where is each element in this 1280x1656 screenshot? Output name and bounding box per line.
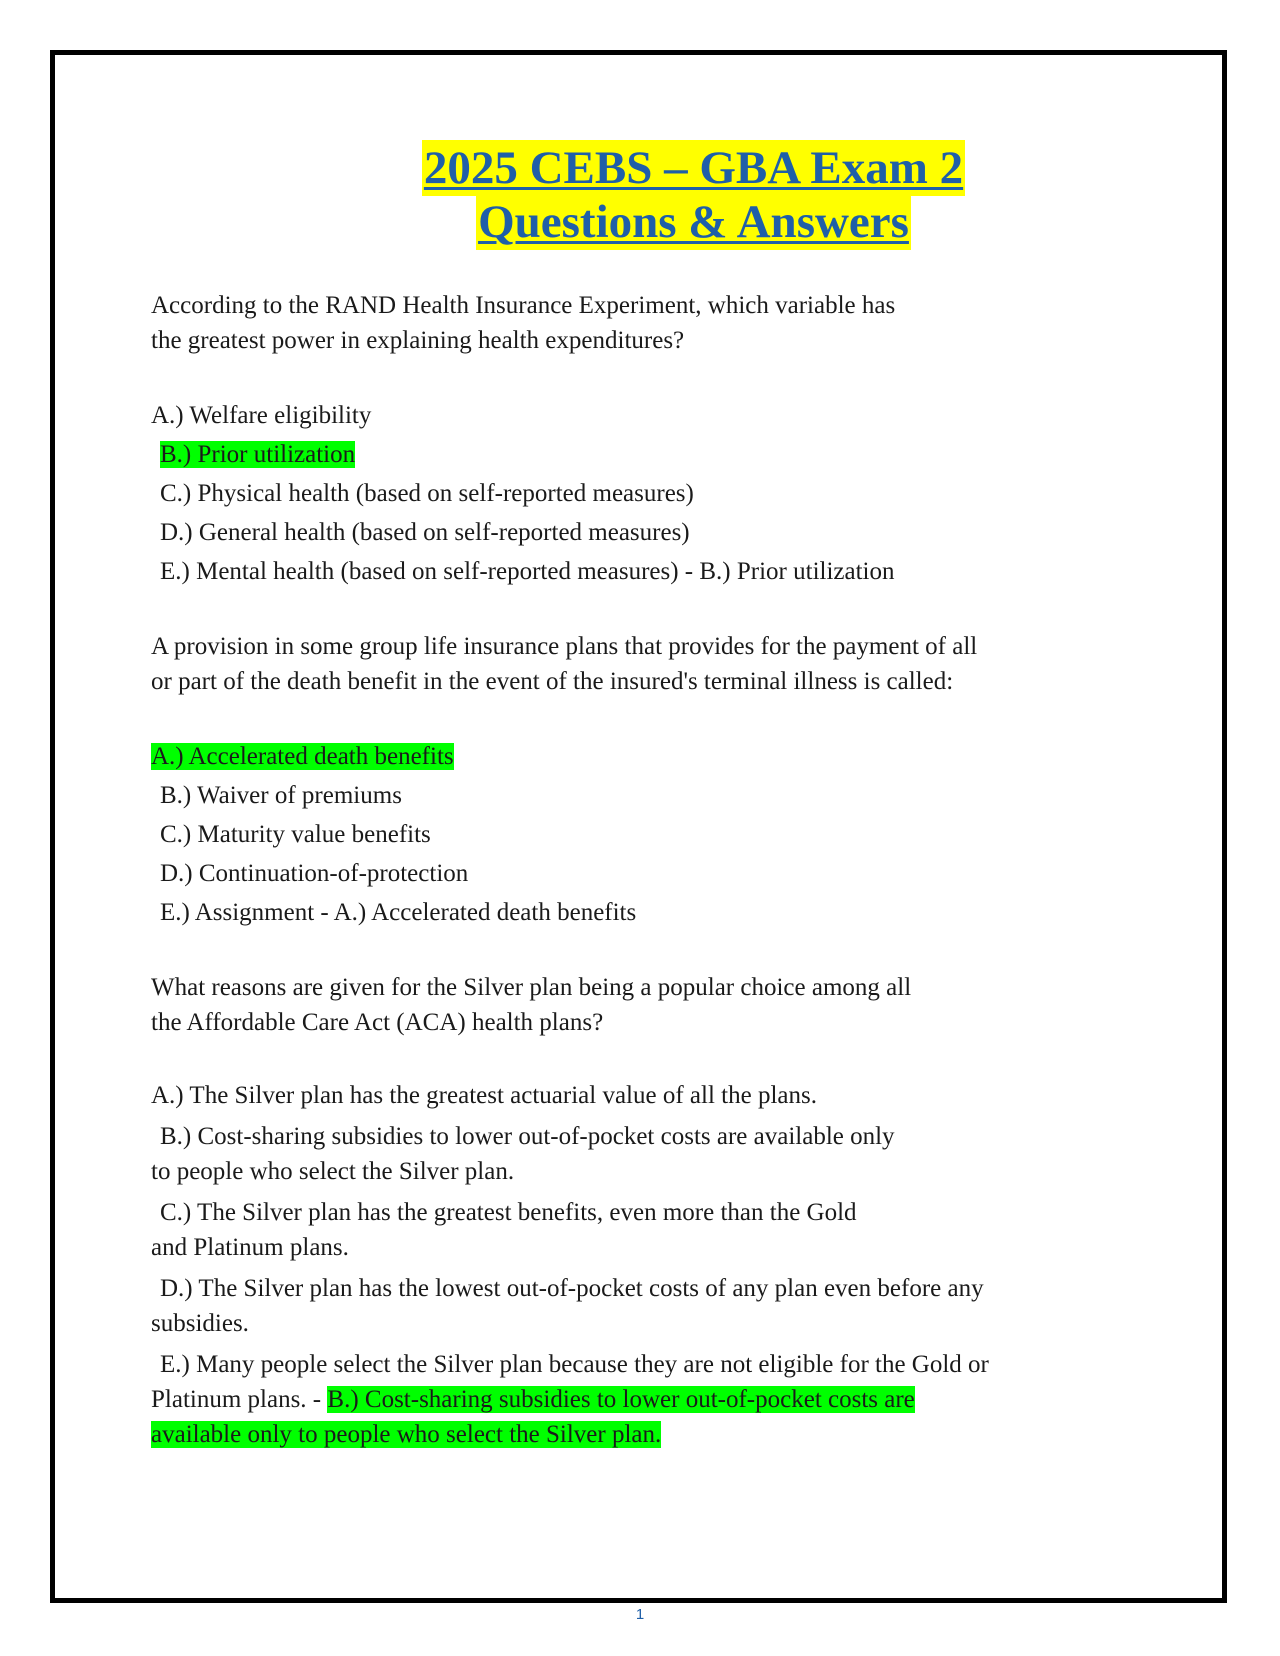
document-body xyxy=(151,288,1141,1458)
question-2-option-c: C.) Maturity value benefits xyxy=(160,821,431,848)
question-1-option-e: E.) Mental health (based on self-reported measures) - B.) Prior utilization xyxy=(160,558,895,585)
question-3-option-e: E.) Many people select the Silver plan because they are not eligible for the Gold or Platinum plans. - B.) Cost-sharing subsidies to lower out-of-pocket costs are available only to people who select the Silver plan. xyxy=(151,1351,989,1448)
question-1 xyxy=(151,288,1141,591)
title-line-1: 2025 CEBS – GBA Exam 2 xyxy=(423,142,964,194)
correct-answer-highlight: B.) Cost-sharing subsidies to lower out-of-pocket costs are xyxy=(327,1386,915,1413)
question-1-option-c: C.) Physical health (based on self-reported measures) xyxy=(160,480,694,507)
correct-answer-highlight: B.) Prior utilization xyxy=(160,441,356,468)
title-line-2: Questions & Answers xyxy=(478,196,909,248)
question-3-option-b: B.) Cost-sharing subsidies to lower out-of-pocket costs are available only to people who select the Silver plan. xyxy=(151,1123,895,1185)
question-1-option-d: D.) General health (based on self-reported measures) xyxy=(160,519,690,546)
question-1-text: According to the RAND Health Insurance Experiment, which variable has the greatest power in explaining health expenditures? xyxy=(151,292,896,354)
question-3-option-c: C.) The Silver plan has the greatest benefits, even more than the Gold and Platinum plans. xyxy=(151,1199,857,1261)
question-1-option-a: A.) Welfare eligibility xyxy=(151,402,372,429)
question-3-text: What reasons are given for the Silver plan being a popular choice among all the Affordable Care Act (ACA) health plans? xyxy=(151,974,912,1036)
document-title xyxy=(50,140,1227,250)
correct-answer-highlight: A.) Accelerated death benefits xyxy=(151,743,454,770)
page-number: 1 xyxy=(635,1606,645,1623)
question-2-option-a xyxy=(151,737,1141,776)
question-3-option-d: D.) The Silver plan has the lowest out-of-pocket costs of any plan even before any subsidies. xyxy=(151,1275,984,1337)
question-2-option-e: E.) Assignment - A.) Accelerated death benefits xyxy=(160,899,637,926)
question-2 xyxy=(151,629,1141,932)
correct-answer-highlight-continued: available only to people who select the Silver plan. xyxy=(151,1421,662,1448)
question-2-text: A provision in some group life insurance plans that provides for the payment of all or part of the death benefit in the event of the insured's terminal illness is called: xyxy=(151,633,978,695)
question-3-option-a: A.) The Silver plan has the greatest actuarial value of all the plans. xyxy=(151,1082,817,1109)
question-1-option-b xyxy=(151,435,1141,474)
question-3 xyxy=(151,970,1141,1452)
question-2-option-d: D.) Continuation-of-protection xyxy=(160,860,469,887)
question-2-option-b: B.) Waiver of premiums xyxy=(160,782,402,809)
